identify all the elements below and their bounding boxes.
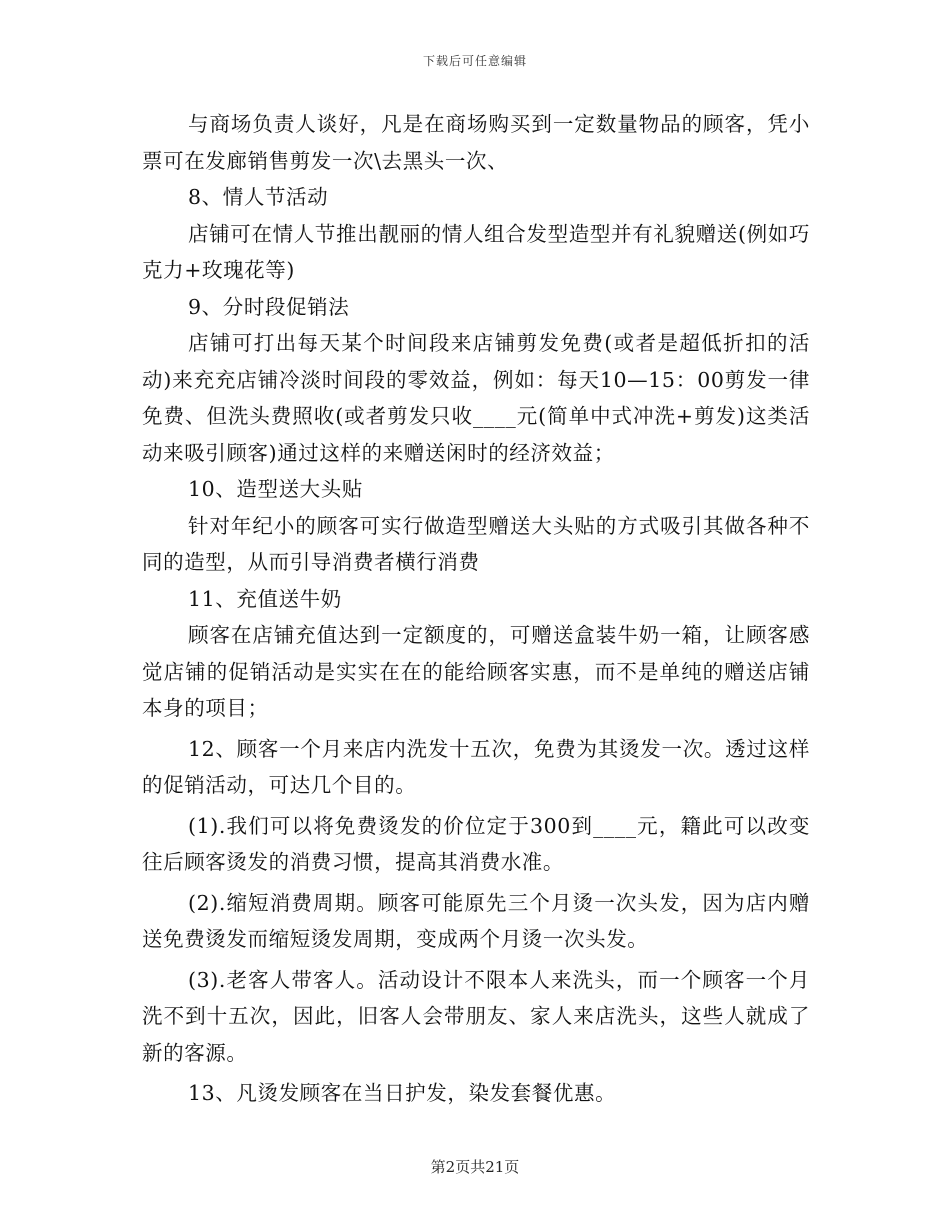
section-heading: 11、充值送牛奶 — [188, 586, 342, 611]
document-body — [142, 106, 810, 1112]
paragraph: 与商场负责人谈好，凡是在商场购买到一定数量物品的顾客，凭小票可在发廊销售剪发一次\去黑头一次、 — [142, 112, 810, 173]
page-footer: 第2页共21页 — [430, 1158, 520, 1176]
section-heading: 9、分时段促销法 — [188, 294, 350, 319]
section-heading: 12、顾客一个月来店内洗发十五次，免费为其烫发一次。透过这样的促销活动，可达几个目的。 — [142, 736, 810, 797]
paragraph: 店铺可打出每天某个时间段来店铺剪发免费(或者是超低折扣的活动)来充充店铺冷淡时间段的零效益，例如：每天10—15：00剪发一律免费、但洗头费照收(或者剪发只收____元(简单中式冲洗+剪发)这类活动来吸引顾客)通过这样的来赠送闲时的经济效益； — [142, 331, 810, 465]
list-item: (3).老客人带客人。活动设计不限本人来洗头，而一个顾客一个月洗不到十五次，因此，旧客人会带朋友、家人来店洗头，这些人就成了新的客源。 — [142, 967, 810, 1065]
paragraph: 店铺可在情人节推出靓丽的情人组合发型造型并有礼貌赠送(例如巧克力+玫瑰花等) — [142, 221, 810, 282]
page-header: 下载后可任意编辑 — [422, 54, 527, 68]
list-item: (1).我们可以将免费烫发的价位定于300到____元，籍此可以改变往后顾客烫发的消费习惯，提高其消费水准。 — [142, 813, 810, 874]
section-heading: 13、凡烫发顾客在当日护发，染发套餐优惠。 — [188, 1081, 617, 1105]
section-heading: 8、情人节活动 — [188, 185, 329, 209]
list-item: (2).缩短消费周期。顾客可能原先三个月烫一次头发，因为店内赠送免费烫发而缩短烫发周期，变成两个月烫一次头发。 — [142, 890, 810, 951]
paragraph: 顾客在店铺充值达到一定额度的，可赠送盒装牛奶一箱，让顾客感觉店铺的促销活动是实实在在的能给顾客实惠，而不是单纯的赠送店铺本身的项目； — [142, 623, 810, 720]
section-heading: 10、造型送大头贴 — [188, 477, 363, 501]
paragraph: 针对年纪小的顾客可实行做造型赠送大头贴的方式吸引其做各种不同的造型，从而引导消费者横行消费 — [142, 513, 810, 574]
